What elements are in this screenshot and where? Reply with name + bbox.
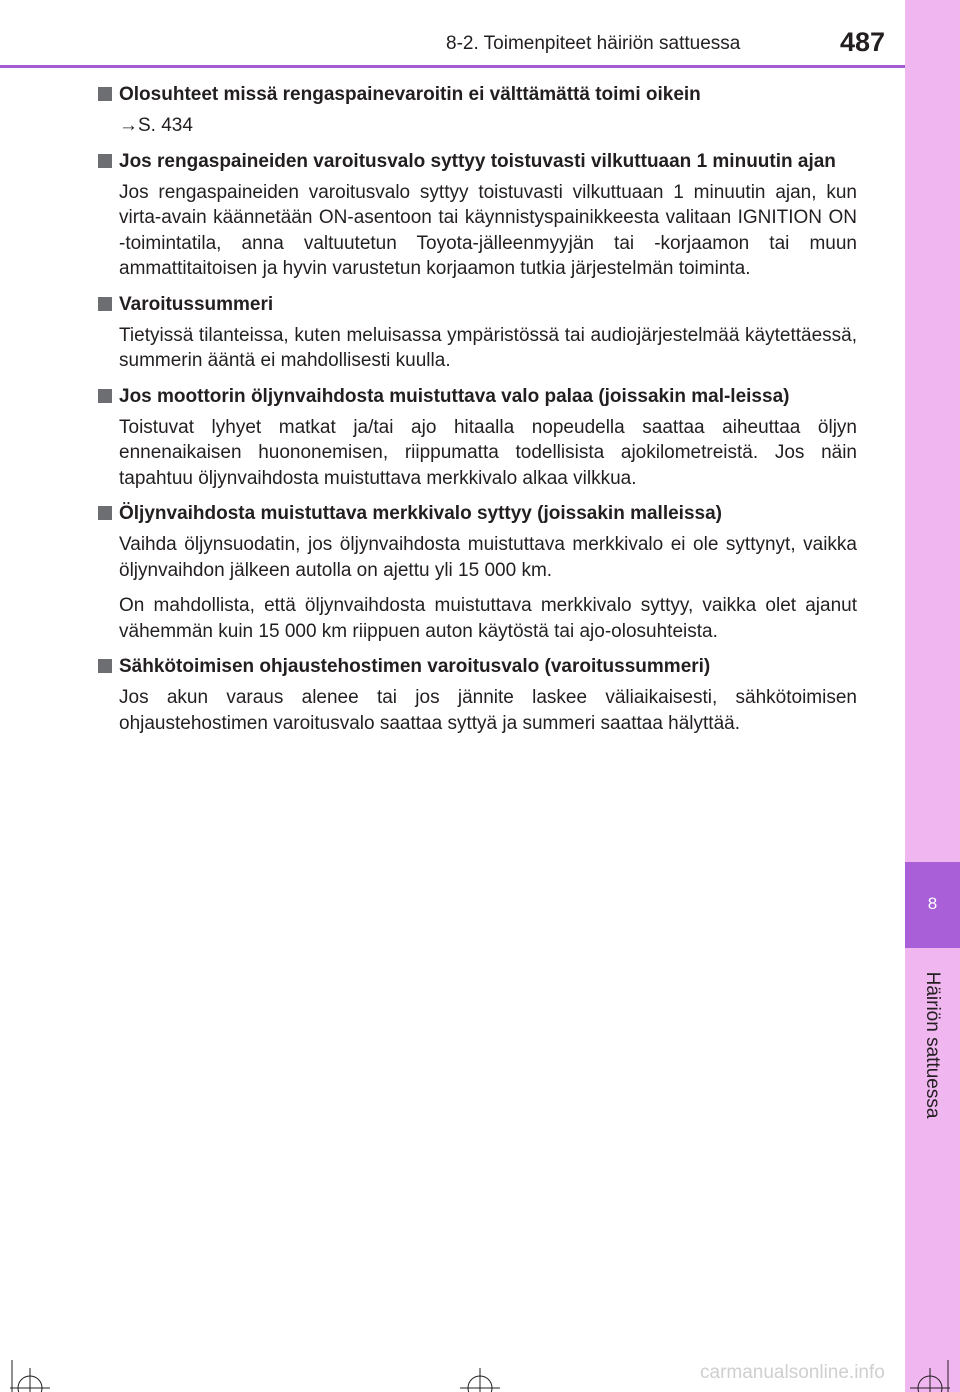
section-heading: Jos rengaspaineiden varoitusvalo syttyy toistuvasti vilkuttuaan 1 minuutin ajan	[97, 149, 857, 174]
watermark: carmanualsonline.info	[700, 1362, 885, 1383]
section-6	[97, 654, 857, 736]
bullet-square-icon	[98, 154, 112, 168]
bullet-square-icon	[98, 297, 112, 311]
chapter-title: Häiriön sattuessa	[922, 971, 943, 1119]
chapter-side-tab	[905, 0, 960, 1392]
section-paragraph: Jos akun varaus alenee tai jos jännite laskee väliaikaisesti, sähkötoimisen ohjaustehostimen varoitusvalo saattaa syttyä ja summeri saattaa hälyttää.	[119, 687, 857, 734]
section-5	[97, 501, 857, 644]
header-rule	[0, 65, 905, 68]
section-paragraph: On mahdollista, että öljynvaihdosta muistuttava merkkivalo syttyy, vaikka olet ajanut vähemmän kuin 15 000 km riippuen auton käytöstä tai ajo-olosuhteista.	[119, 595, 857, 642]
section-paragraph: Vaihda öljynsuodatin, jos öljynvaihdosta muistuttava merkkivalo ei ole syttynyt, vaikka öljynvaihdon jälkeen autolla on ajettu yli 15 000 km.	[119, 534, 857, 581]
bullet-square-icon	[98, 659, 112, 673]
section-heading: Olosuhteet missä rengaspainevaroitin ei välttämättä toimi oikein	[97, 82, 857, 107]
running-header-section: 8-2. Toimenpiteet häiriön sattuessa	[446, 33, 741, 54]
section-2	[97, 149, 857, 282]
section-4	[97, 384, 857, 492]
section-1	[97, 82, 857, 139]
section-paragraph: Tietyissä tilanteissa, kuten meluisassa ympäristössä tai audiojärjestelmää käytettäessä, summerin ääntä ei mahdollisesti kuulla.	[119, 324, 857, 371]
section-paragraph: Jos rengaspaineiden varoitusvalo syttyy toistuvasti vilkuttuaan 1 minuutin ajan, kun virta-avain käännetään ON-asentoon tai käynnistyspainikkeesta valitaan IGNITION ON -toimintatila, anna valtuutetun Toyota-jälleenmyyjän tai -korjaamon tai muun ammattitaitoisen ja hyvin varustetun korjaamon tutkia järjestelmän toiminta.	[119, 181, 857, 279]
bullet-square-icon	[98, 389, 112, 403]
section-heading: Jos moottorin öljynvaihdosta muistuttava valo palaa (joissakin mal-leissa)	[97, 384, 857, 409]
bullet-square-icon	[98, 87, 112, 101]
bullet-square-icon	[98, 506, 112, 520]
cross-reference-link[interactable]: →S. 434	[119, 115, 193, 136]
section-heading: Varoitussummeri	[97, 292, 857, 317]
chapter-number: 8	[927, 894, 938, 913]
section-heading: Öljynvaihdosta muistuttava merkkivalo syttyy (joissakin malleissa)	[97, 501, 857, 526]
section-3	[97, 292, 857, 374]
page-number: 487	[840, 27, 886, 57]
section-paragraph: Toistuvat lyhyet matkat ja/tai ajo hitaalla nopeudella saattaa aiheuttaa öljyn ennenaikaisen huononemisen, riippumatta todellisista ajokilometreistä. Jos näin tapahtuu öljynvaihdosta muistuttava merkkivalo alkaa vilkkua.	[119, 416, 857, 489]
page-content	[97, 82, 857, 746]
section-heading: Sähkötoimisen ohjaustehostimen varoitusvalo (varoitussummeri)	[97, 654, 857, 679]
